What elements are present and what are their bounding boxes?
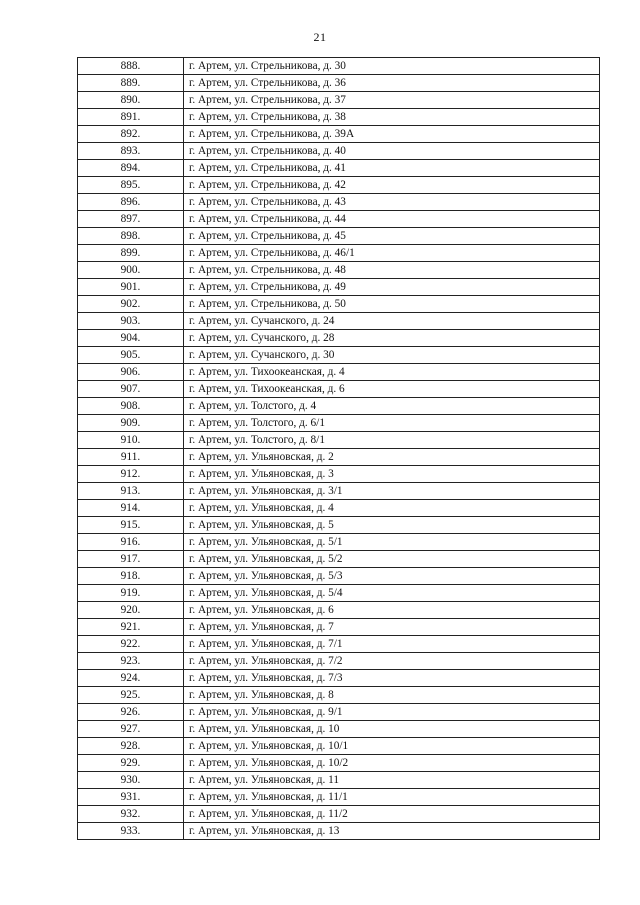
address-cell: г. Артем, ул. Стрельникова, д. 46/1 [184, 245, 600, 262]
address-cell: г. Артем, ул. Тихоокеанская, д. 6 [184, 381, 600, 398]
address-table [77, 57, 600, 840]
address-cell: г. Артем, ул. Ульяновская, д. 4 [184, 500, 600, 517]
address-cell: г. Артем, ул. Стрельникова, д. 37 [184, 92, 600, 109]
table-row [78, 823, 600, 840]
address-cell: г. Артем, ул. Ульяновская, д. 7/1 [184, 636, 600, 653]
row-number-cell: 911. [78, 449, 184, 466]
table-row [78, 279, 600, 296]
table-row [78, 126, 600, 143]
address-cell: г. Артем, ул. Ульяновская, д. 8 [184, 687, 600, 704]
table-row [78, 211, 600, 228]
row-number-cell: 920. [78, 602, 184, 619]
address-cell: г. Артем, ул. Ульяновская, д. 7 [184, 619, 600, 636]
table-row [78, 313, 600, 330]
table-row [78, 619, 600, 636]
address-cell: г. Артем, ул. Стрельникова, д. 41 [184, 160, 600, 177]
row-number-cell: 926. [78, 704, 184, 721]
address-cell: г. Артем, ул. Ульяновская, д. 5/3 [184, 568, 600, 585]
address-cell: г. Артем, ул. Ульяновская, д. 5 [184, 517, 600, 534]
address-cell: г. Артем, ул. Стрельникова, д. 48 [184, 262, 600, 279]
table-row [78, 228, 600, 245]
address-cell: г. Артем, ул. Ульяновская, д. 6 [184, 602, 600, 619]
address-cell: г. Артем, ул. Сучанского, д. 28 [184, 330, 600, 347]
row-number-cell: 923. [78, 653, 184, 670]
table-row [78, 721, 600, 738]
address-cell: г. Артем, ул. Стрельникова, д. 50 [184, 296, 600, 313]
table-row [78, 517, 600, 534]
row-number-cell: 918. [78, 568, 184, 585]
address-cell: г. Артем, ул. Стрельникова, д. 30 [184, 58, 600, 75]
row-number-cell: 897. [78, 211, 184, 228]
row-number-cell: 899. [78, 245, 184, 262]
table-row [78, 92, 600, 109]
address-cell: г. Артем, ул. Стрельникова, д. 44 [184, 211, 600, 228]
address-cell: г. Артем, ул. Ульяновская, д. 9/1 [184, 704, 600, 721]
table-row [78, 75, 600, 92]
table-row [78, 364, 600, 381]
address-cell: г. Артем, ул. Ульяновская, д. 10/1 [184, 738, 600, 755]
row-number-cell: 894. [78, 160, 184, 177]
table-row [78, 568, 600, 585]
table-row [78, 500, 600, 517]
address-cell: г. Артем, ул. Сучанского, д. 24 [184, 313, 600, 330]
table-row [78, 432, 600, 449]
row-number-cell: 922. [78, 636, 184, 653]
row-number-cell: 910. [78, 432, 184, 449]
row-number-cell: 929. [78, 755, 184, 772]
row-number-cell: 904. [78, 330, 184, 347]
address-cell: г. Артем, ул. Ульяновская, д. 10/2 [184, 755, 600, 772]
row-number-cell: 898. [78, 228, 184, 245]
table-row [78, 381, 600, 398]
address-cell: г. Артем, ул. Ульяновская, д. 10 [184, 721, 600, 738]
table-row [78, 636, 600, 653]
address-cell: г. Артем, ул. Стрельникова, д. 38 [184, 109, 600, 126]
row-number-cell: 919. [78, 585, 184, 602]
row-number-cell: 905. [78, 347, 184, 364]
row-number-cell: 913. [78, 483, 184, 500]
row-number-cell: 909. [78, 415, 184, 432]
table-row [78, 585, 600, 602]
table-row [78, 738, 600, 755]
table-row [78, 330, 600, 347]
address-cell: г. Артем, ул. Ульяновская, д. 11 [184, 772, 600, 789]
table-row [78, 109, 600, 126]
table-row [78, 194, 600, 211]
table-row [78, 58, 600, 75]
row-number-cell: 927. [78, 721, 184, 738]
address-cell: г. Артем, ул. Ульяновская, д. 3 [184, 466, 600, 483]
row-number-cell: 915. [78, 517, 184, 534]
row-number-cell: 925. [78, 687, 184, 704]
address-cell: г. Артем, ул. Стрельникова, д. 43 [184, 194, 600, 211]
table-row [78, 415, 600, 432]
row-number-cell: 912. [78, 466, 184, 483]
row-number-cell: 930. [78, 772, 184, 789]
row-number-cell: 917. [78, 551, 184, 568]
address-cell: г. Артем, ул. Ульяновская, д. 11/1 [184, 789, 600, 806]
row-number-cell: 888. [78, 58, 184, 75]
address-cell: г. Артем, ул. Ульяновская, д. 3/1 [184, 483, 600, 500]
row-number-cell: 890. [78, 92, 184, 109]
address-cell: г. Артем, ул. Толстого, д. 6/1 [184, 415, 600, 432]
table-row [78, 704, 600, 721]
row-number-cell: 906. [78, 364, 184, 381]
address-cell: г. Артем, ул. Тихоокеанская, д. 4 [184, 364, 600, 381]
table-row [78, 177, 600, 194]
table-row [78, 653, 600, 670]
table-row [78, 755, 600, 772]
table-row [78, 772, 600, 789]
address-cell: г. Артем, ул. Стрельникова, д. 42 [184, 177, 600, 194]
row-number-cell: 928. [78, 738, 184, 755]
row-number-cell: 892. [78, 126, 184, 143]
row-number-cell: 893. [78, 143, 184, 160]
address-cell: г. Артем, ул. Ульяновская, д. 7/2 [184, 653, 600, 670]
table-row [78, 449, 600, 466]
address-table-body [78, 58, 600, 840]
row-number-cell: 933. [78, 823, 184, 840]
row-number-cell: 921. [78, 619, 184, 636]
table-row [78, 806, 600, 823]
row-number-cell: 900. [78, 262, 184, 279]
address-cell: г. Артем, ул. Стрельникова, д. 40 [184, 143, 600, 160]
table-row [78, 398, 600, 415]
address-cell: г. Артем, ул. Ульяновская, д. 7/3 [184, 670, 600, 687]
address-cell: г. Артем, ул. Сучанского, д. 30 [184, 347, 600, 364]
table-row [78, 602, 600, 619]
row-number-cell: 901. [78, 279, 184, 296]
table-row [78, 551, 600, 568]
row-number-cell: 889. [78, 75, 184, 92]
row-number-cell: 908. [78, 398, 184, 415]
address-cell: г. Артем, ул. Толстого, д. 8/1 [184, 432, 600, 449]
address-cell: г. Артем, ул. Стрельникова, д. 49 [184, 279, 600, 296]
row-number-cell: 895. [78, 177, 184, 194]
address-cell: г. Артем, ул. Ульяновская, д. 2 [184, 449, 600, 466]
row-number-cell: 931. [78, 789, 184, 806]
table-row [78, 347, 600, 364]
address-cell: г. Артем, ул. Ульяновская, д. 5/2 [184, 551, 600, 568]
address-cell: г. Артем, ул. Ульяновская, д. 13 [184, 823, 600, 840]
address-cell: г. Артем, ул. Ульяновская, д. 5/1 [184, 534, 600, 551]
row-number-cell: 891. [78, 109, 184, 126]
row-number-cell: 916. [78, 534, 184, 551]
table-row [78, 245, 600, 262]
address-cell: г. Артем, ул. Стрельникова, д. 36 [184, 75, 600, 92]
address-cell: г. Артем, ул. Толстого, д. 4 [184, 398, 600, 415]
table-row [78, 466, 600, 483]
address-cell: г. Артем, ул. Ульяновская, д. 11/2 [184, 806, 600, 823]
address-cell: г. Артем, ул. Ульяновская, д. 5/4 [184, 585, 600, 602]
table-row [78, 262, 600, 279]
table-row [78, 483, 600, 500]
address-cell: г. Артем, ул. Стрельникова, д. 45 [184, 228, 600, 245]
row-number-cell: 907. [78, 381, 184, 398]
table-row [78, 789, 600, 806]
table-row [78, 534, 600, 551]
table-row [78, 687, 600, 704]
table-row [78, 670, 600, 687]
row-number-cell: 924. [78, 670, 184, 687]
page-number: 21 [313, 30, 327, 44]
row-number-cell: 903. [78, 313, 184, 330]
row-number-cell: 896. [78, 194, 184, 211]
row-number-cell: 902. [78, 296, 184, 313]
address-cell: г. Артем, ул. Стрельникова, д. 39А [184, 126, 600, 143]
table-row [78, 143, 600, 160]
row-number-cell: 914. [78, 500, 184, 517]
row-number-cell: 932. [78, 806, 184, 823]
table-row [78, 160, 600, 177]
table-row [78, 296, 600, 313]
